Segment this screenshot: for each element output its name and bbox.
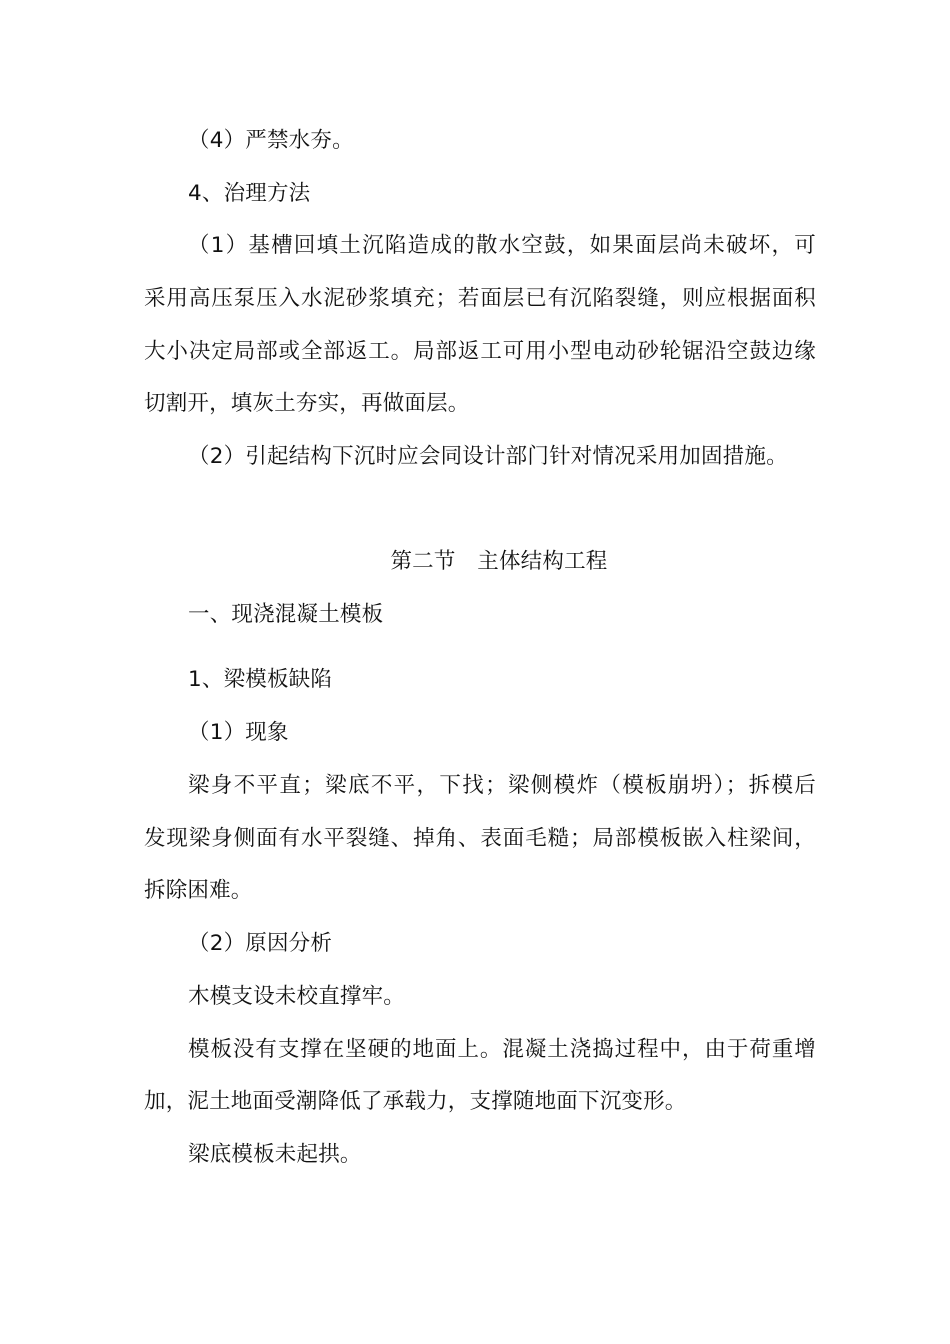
paragraph-line: （1）基槽回填土沉陷造成的散水空鼓，如果面层尚未破坏，可 xyxy=(188,233,816,258)
paragraph-line: （2）引起结构下沉时应会同设计部门针对情况采用加固措施。 xyxy=(188,444,788,469)
paragraph-line: 模板没有支撑在坚硬的地面上。混凝土浇捣过程中，由于荷重增 xyxy=(188,1037,816,1062)
subsection-heading: （1）现象 xyxy=(188,720,289,745)
paragraph-line: 梁身不平直；梁底不平，下找；梁侧模炸（模板崩坍）；拆模后 xyxy=(188,773,816,798)
section-heading: 一、现浇混凝土模板 xyxy=(188,602,384,627)
paragraph-line: 加，泥土地面受潮降低了承载力，支撑随地面下沉变形。 xyxy=(144,1089,687,1114)
section-heading: 1、梁模板缺陷 xyxy=(188,667,333,692)
paragraph-line: （4）严禁水夯。 xyxy=(188,128,354,153)
paragraph-line: 梁底模板未起拱。 xyxy=(188,1142,362,1167)
chapter-title: 第二节 主体结构工程 xyxy=(390,549,608,574)
paragraph-line: 发现梁身侧面有水平裂缝、掉角、表面毛糙；局部模板嵌入柱梁间， xyxy=(144,826,816,851)
paragraph-line: 切割开，填灰土夯实，再做面层。 xyxy=(144,391,470,416)
paragraph-line: 采用高压泵压入水泥砂浆填充；若面层已有沉陷裂缝，则应根据面积 xyxy=(144,286,816,311)
paragraph-line: 大小决定局部或全部返工。局部返工可用小型电动砂轮锯沿空鼓边缘 xyxy=(144,339,816,364)
section-heading: 4、治理方法 xyxy=(188,181,311,206)
paragraph-line: 拆除困难。 xyxy=(144,878,253,903)
subsection-heading: （2）原因分析 xyxy=(188,931,333,956)
paragraph-line: 木模支设未校直撑牢。 xyxy=(188,984,406,1009)
